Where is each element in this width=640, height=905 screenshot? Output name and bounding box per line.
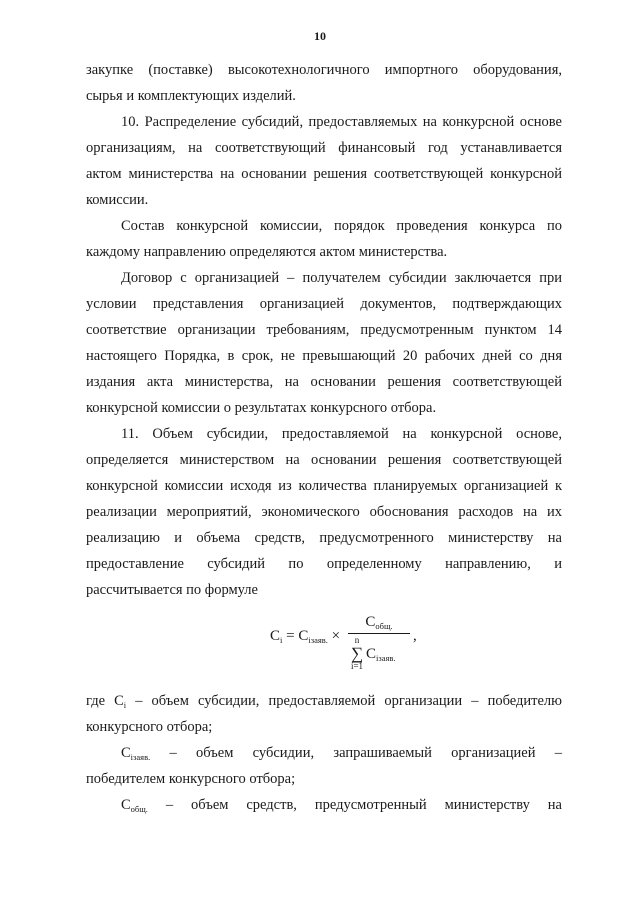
text-line: конкурсной комиссии исходя из количества планируемых организацией к — [86, 478, 562, 494]
text-line: предоставление субсидий по определенному направлению, и — [86, 556, 562, 572]
text-line: соответствие организации требованиям, предусмотренным пунктом 14 — [86, 322, 562, 338]
subsidy-formula: $C_i = C_{iзаяв.}$ × $C_{общ.}$ n ∑ i=1 $C_{iзаяв.}$ , — [270, 612, 470, 682]
text-line: сырья и комплектующих изделий. — [86, 88, 296, 104]
text-line: актом министерства на основании решения соответствующей конкурсной — [86, 166, 562, 182]
text-line: настоящего Порядка, в срок, не превышающий 20 рабочих дней со дня — [86, 348, 562, 364]
text-line: условии представления организацией документов, подтверждающих — [86, 296, 562, 312]
text-line: 10. Распределение субсидий, предоставляемых на конкурсной основе — [121, 114, 562, 130]
text-line: конкурсного отбора; — [86, 719, 213, 735]
formula-fraction — [348, 612, 410, 674]
formula-numerator: $C_{общ.}$ — [365, 614, 393, 631]
page-number: 10 — [314, 29, 326, 43]
text-line: Договор с организацией – получателем субсидии заключается при — [121, 270, 562, 286]
text-line: $C_{iзаяв.}$ – объем субсидии, запрашиваемый организацией – — [121, 745, 562, 762]
text-line: каждому направлению определяются актом министерства. — [86, 244, 448, 260]
text-line: реализацию и объема средств, предусмотренного министерству на — [86, 530, 562, 546]
text-line: реализации мероприятий, экономического обоснования расходов на их — [86, 504, 562, 520]
text-line: где $C_i$ – объем субсидии, предоставляемой организации – победителю — [86, 693, 562, 710]
text-line: конкурсной комиссии о результатах конкурсного отбора. — [86, 400, 437, 416]
formula-denominator: n ∑ i=1 $C_{iзаяв.}$ — [350, 635, 396, 671]
text-line: победителем конкурсного отбора; — [86, 771, 296, 787]
text-line: комиссии. — [86, 192, 149, 208]
sum-sign: n ∑ i=1 — [350, 635, 364, 671]
text-line: определяется министерством на основании решения соответствующей — [86, 452, 562, 468]
text-line: закупке (поставке) высокотехнологичного импортного оборудования, — [86, 62, 562, 78]
text-line: $C_{общ.}$ – объем средств, предусмотренный министерству на — [121, 797, 562, 814]
text-line: рассчитывается по формуле — [86, 582, 258, 598]
text-line: организациям, на соответствующий финансовый год устанавливается — [86, 140, 562, 156]
formula-lhs: $C_i = C_{iзаяв.}$ × — [270, 628, 341, 645]
text-line: издания акта министерства, на основании решения соответствующей — [86, 374, 562, 390]
text-line: Состав конкурсной комиссии, порядок проведения конкурса по — [121, 218, 562, 234]
text-line: 11. Объем субсидии, предоставляемой на конкурсной основе, — [121, 426, 562, 442]
